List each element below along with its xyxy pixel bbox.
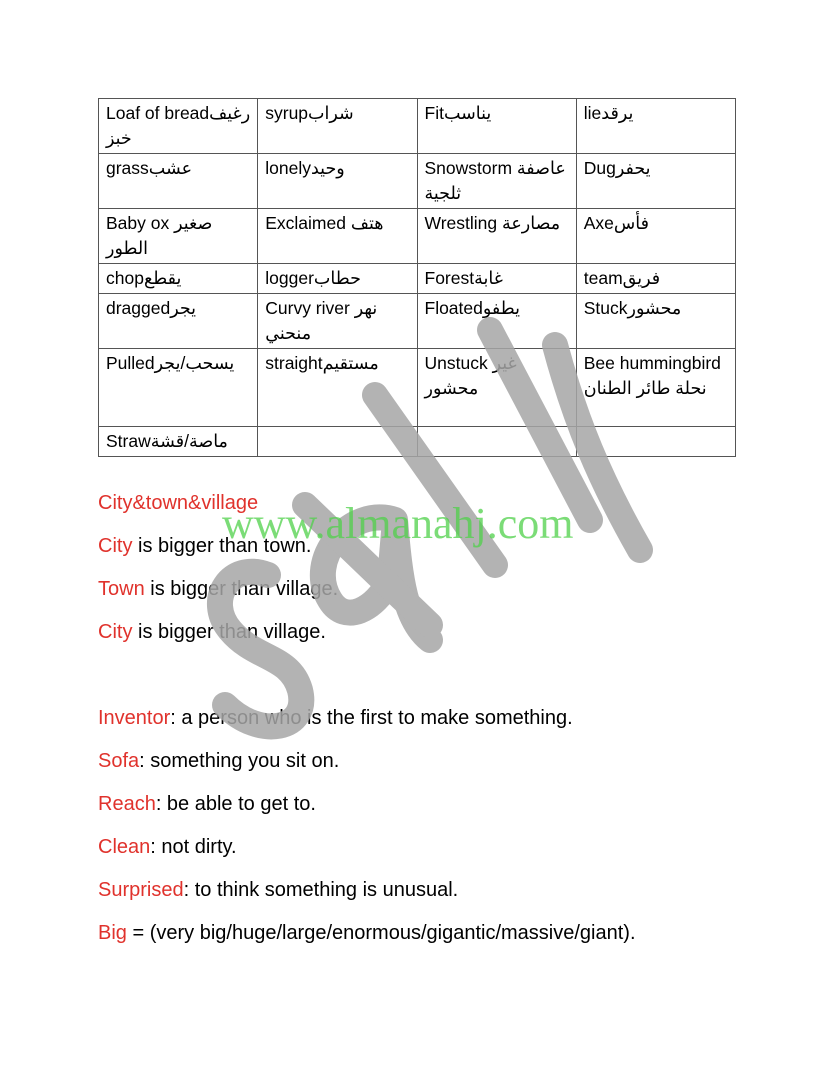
- table-cell: Curvy river نهر منحني: [258, 294, 417, 349]
- term: Sofa: [98, 750, 140, 772]
- table-row: [99, 99, 736, 154]
- table-cell: lieيرقد: [576, 99, 735, 154]
- table-cell: Unstuck غير محشور: [417, 349, 576, 427]
- table-cell: draggedيجر: [99, 294, 258, 349]
- table-cell: Exclaimed هتف: [258, 209, 417, 264]
- table-cell: grassعشب: [99, 154, 258, 209]
- spacer: [98, 660, 778, 703]
- table-cell: Fitيناسب: [417, 99, 576, 154]
- table-cell: Loaf of breadرغيف خبز: [99, 99, 258, 154]
- table-row: [99, 264, 736, 294]
- definition-text: : to think something is unusual.: [183, 879, 459, 901]
- table-cell: Wrestling مصارعة: [417, 209, 576, 264]
- table-row: [99, 154, 736, 209]
- term: Big: [98, 922, 127, 944]
- table-cell: teamفريق: [576, 264, 735, 294]
- definition-line: [98, 789, 778, 832]
- definition-line: [98, 746, 778, 789]
- term: Surprised: [98, 879, 184, 901]
- comparison-text: is bigger than village.: [144, 578, 339, 600]
- table-row: [99, 349, 736, 427]
- term: City: [98, 535, 133, 557]
- table-row: [99, 209, 736, 264]
- definition-text: = (very big/huge/large/enormous/gigantic/massive/giant).: [126, 922, 636, 944]
- definition-line: [98, 918, 778, 961]
- table-cell: Baby ox صغير الطور: [99, 209, 258, 264]
- table-cell: syrupشراب: [258, 99, 417, 154]
- term: Town: [98, 578, 145, 600]
- table-cell: Stuckمحشور: [576, 294, 735, 349]
- table-cell: loggerحطاب: [258, 264, 417, 294]
- comparison-line: [98, 574, 778, 617]
- term: Reach: [98, 793, 156, 815]
- table-cell: [417, 427, 576, 457]
- table-row: [99, 294, 736, 349]
- definition-text: : a person who is the first to make something.: [170, 707, 573, 729]
- vocab-table: [98, 98, 736, 457]
- table-cell: Floatedيطفو: [417, 294, 576, 349]
- term: Clean: [98, 836, 151, 858]
- term: Inventor: [98, 707, 171, 729]
- definition-line: [98, 832, 778, 875]
- definition-text: : something you sit on.: [139, 750, 340, 772]
- definition-line: [98, 875, 778, 918]
- notes-section: [98, 488, 778, 961]
- comparison-text: is bigger than town.: [132, 535, 312, 557]
- table-cell: Pulledيسحب/يجر: [99, 349, 258, 427]
- table-cell: Dugيحفر: [576, 154, 735, 209]
- table-cell: Snowstorm عاصفة ثلجية: [417, 154, 576, 209]
- table-cell: Bee hummingbird نحلة طائر الطنان: [576, 349, 735, 427]
- table-cell: Axeفأس: [576, 209, 735, 264]
- section-heading: City&town&village: [98, 492, 259, 514]
- table-cell: lonelyوحيد: [258, 154, 417, 209]
- definition-line: [98, 703, 778, 746]
- comparison-line: [98, 617, 778, 660]
- table-cell: Strawماصة/قشة: [99, 427, 258, 457]
- table-cell: straightمستقيم: [258, 349, 417, 427]
- term: City: [98, 621, 133, 643]
- site-watermark: www.almanahj.com: [222, 499, 574, 548]
- definition-text: : not dirty.: [150, 836, 237, 858]
- table-cell: chopيقطع: [99, 264, 258, 294]
- table-cell: Forestغابة: [417, 264, 576, 294]
- comparison-text: is bigger than village.: [132, 621, 326, 643]
- table-cell: [576, 427, 735, 457]
- table-row: [99, 427, 736, 457]
- table-cell: [258, 427, 417, 457]
- definition-text: : be able to get to.: [155, 793, 316, 815]
